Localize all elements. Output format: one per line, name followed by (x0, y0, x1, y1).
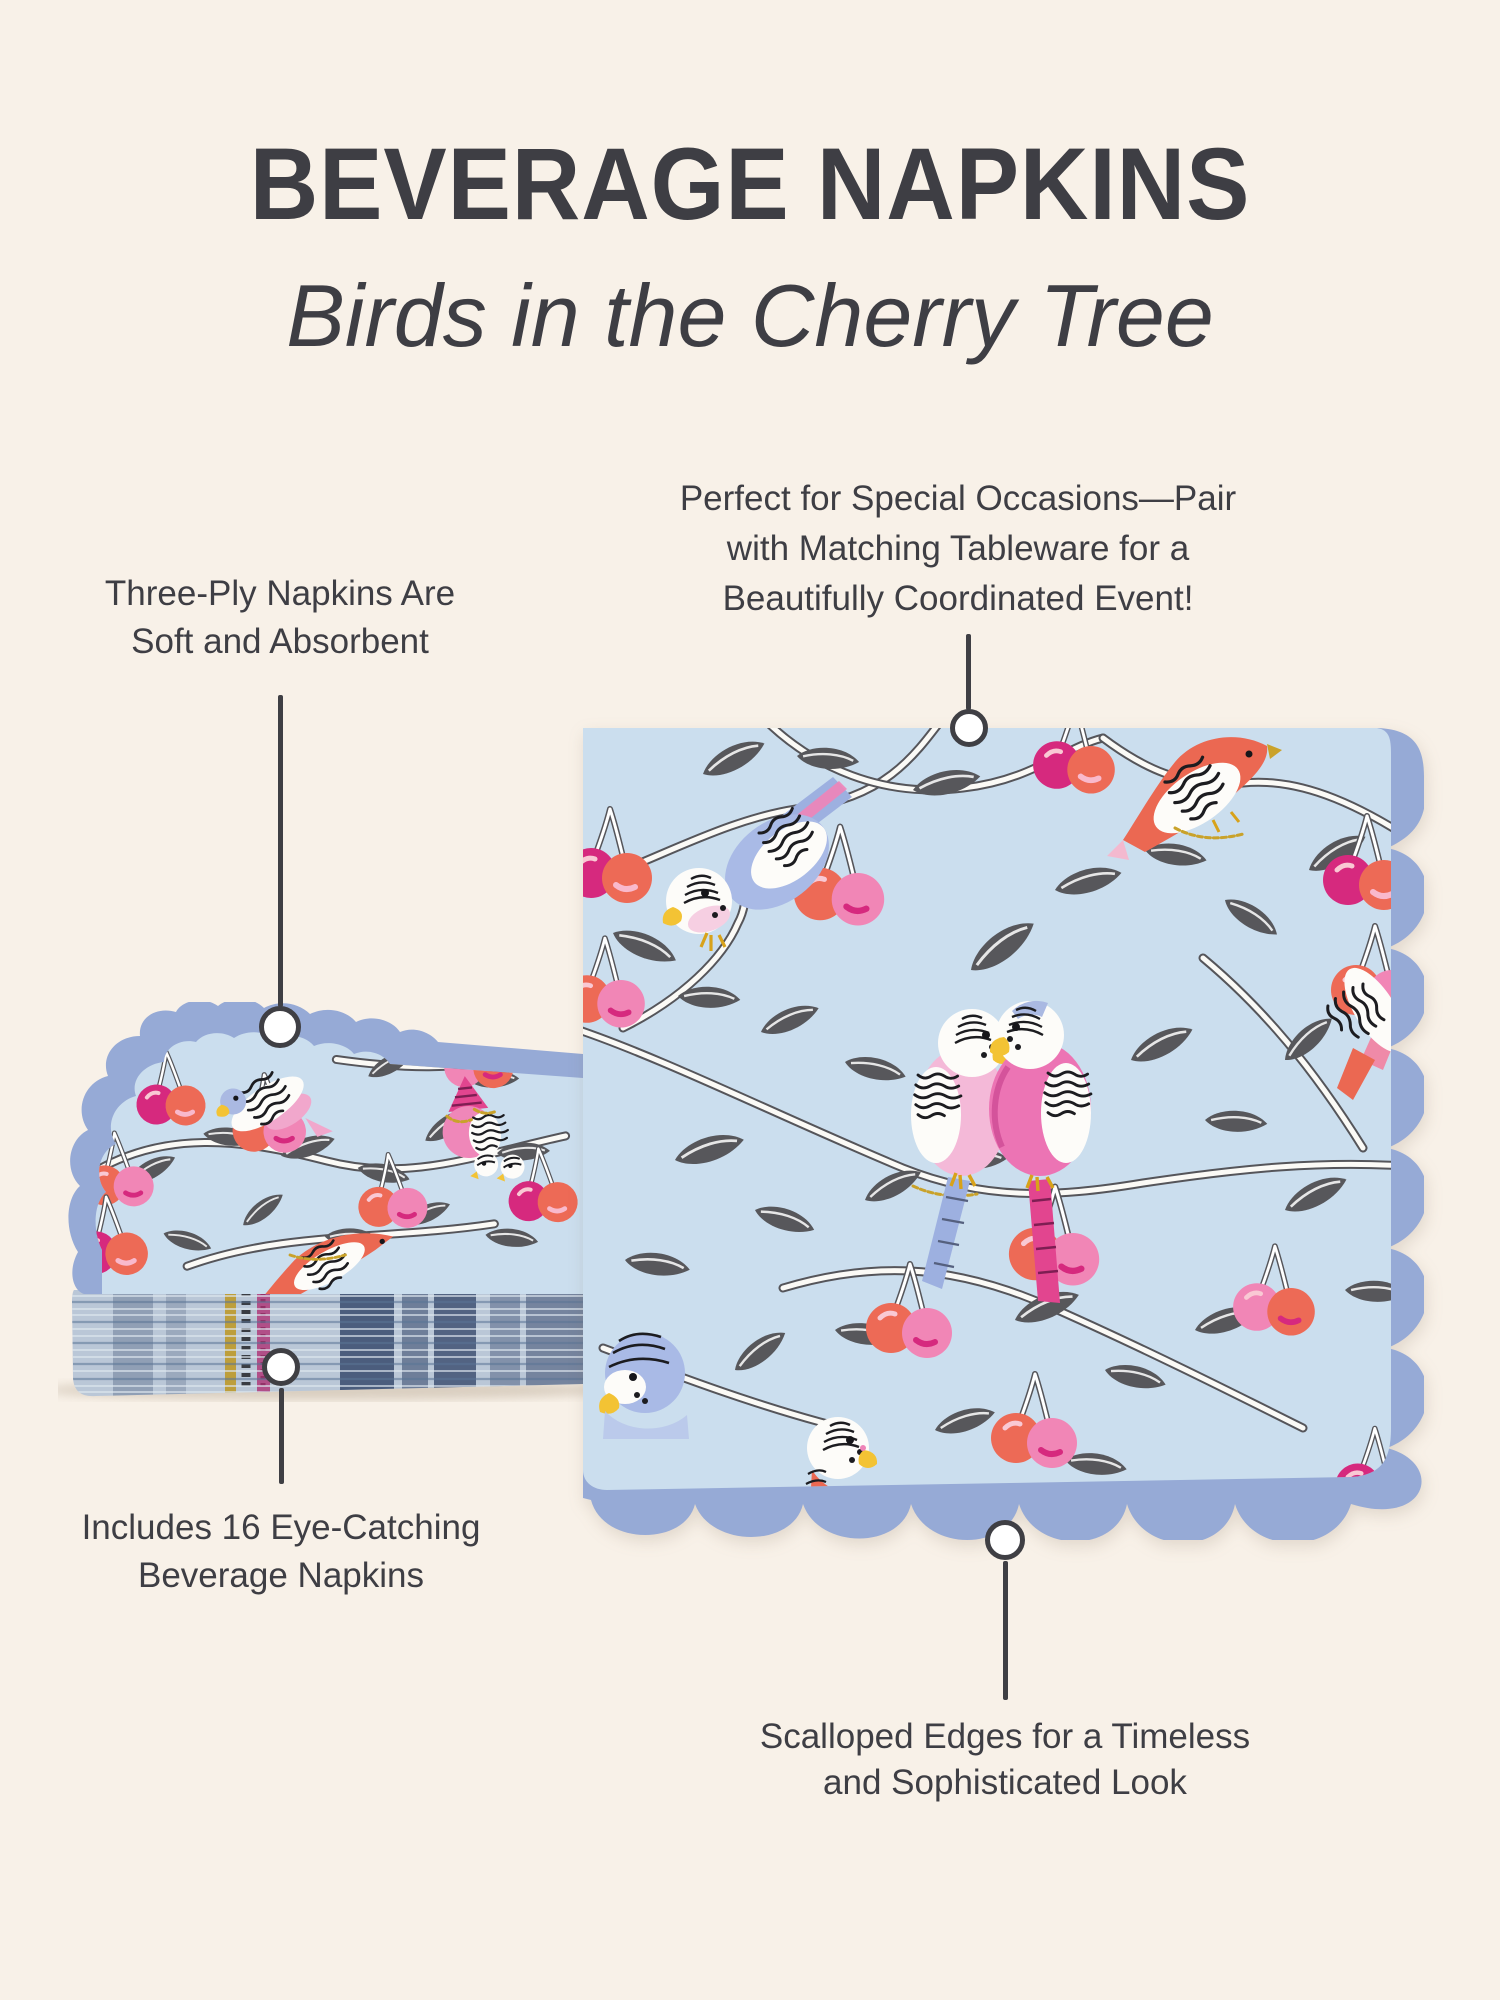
callout-includes (82, 1504, 481, 1600)
napkin-flat-illustration (583, 728, 1424, 1540)
callout-scalloped-line-2: and Sophisticated Look (823, 1763, 1187, 1802)
callout-three-ply-marker-circle (259, 1006, 301, 1048)
callout-occasions (680, 474, 1236, 624)
callout-occasions-marker-circle (950, 709, 988, 747)
callout-includes-line-1: Includes 16 Eye-Catching (81, 1508, 481, 1547)
callout-scalloped-connector-line (1003, 1561, 1008, 1700)
callout-scalloped (760, 1714, 1250, 1806)
callout-occasions-line-3: Beautifully Coordinated Event! (722, 579, 1194, 618)
callout-occasions-connector-line (966, 634, 971, 710)
napkin-stack-illustration (58, 1002, 583, 1402)
callout-includes-connector-line (279, 1388, 284, 1484)
stack-top-napkin (58, 1002, 583, 1336)
stack-side-layers (72, 1290, 583, 1400)
callout-three-ply (105, 570, 455, 666)
callout-occasions-line-1: Perfect for Special Occasions—Pair (679, 479, 1237, 518)
callout-includes-marker-circle (262, 1348, 300, 1386)
callout-occasions-line-2: with Matching Tableware for a (726, 529, 1190, 568)
callout-scalloped-marker-circle (985, 1520, 1025, 1560)
page-subtitle: Birds in the Cherry Tree (286, 266, 1214, 366)
callout-includes-line-2: Beverage Napkins (138, 1556, 424, 1595)
callout-scalloped-line-1: Scalloped Edges for a Timeless (759, 1717, 1251, 1756)
page-title: BEVERAGE NAPKINS (249, 127, 1251, 242)
callout-three-ply-connector-line (278, 695, 283, 1007)
callout-three-ply-line-2: Soft and Absorbent (131, 622, 429, 661)
callout-three-ply-line-1: Three-Ply Napkins Are (104, 574, 456, 613)
